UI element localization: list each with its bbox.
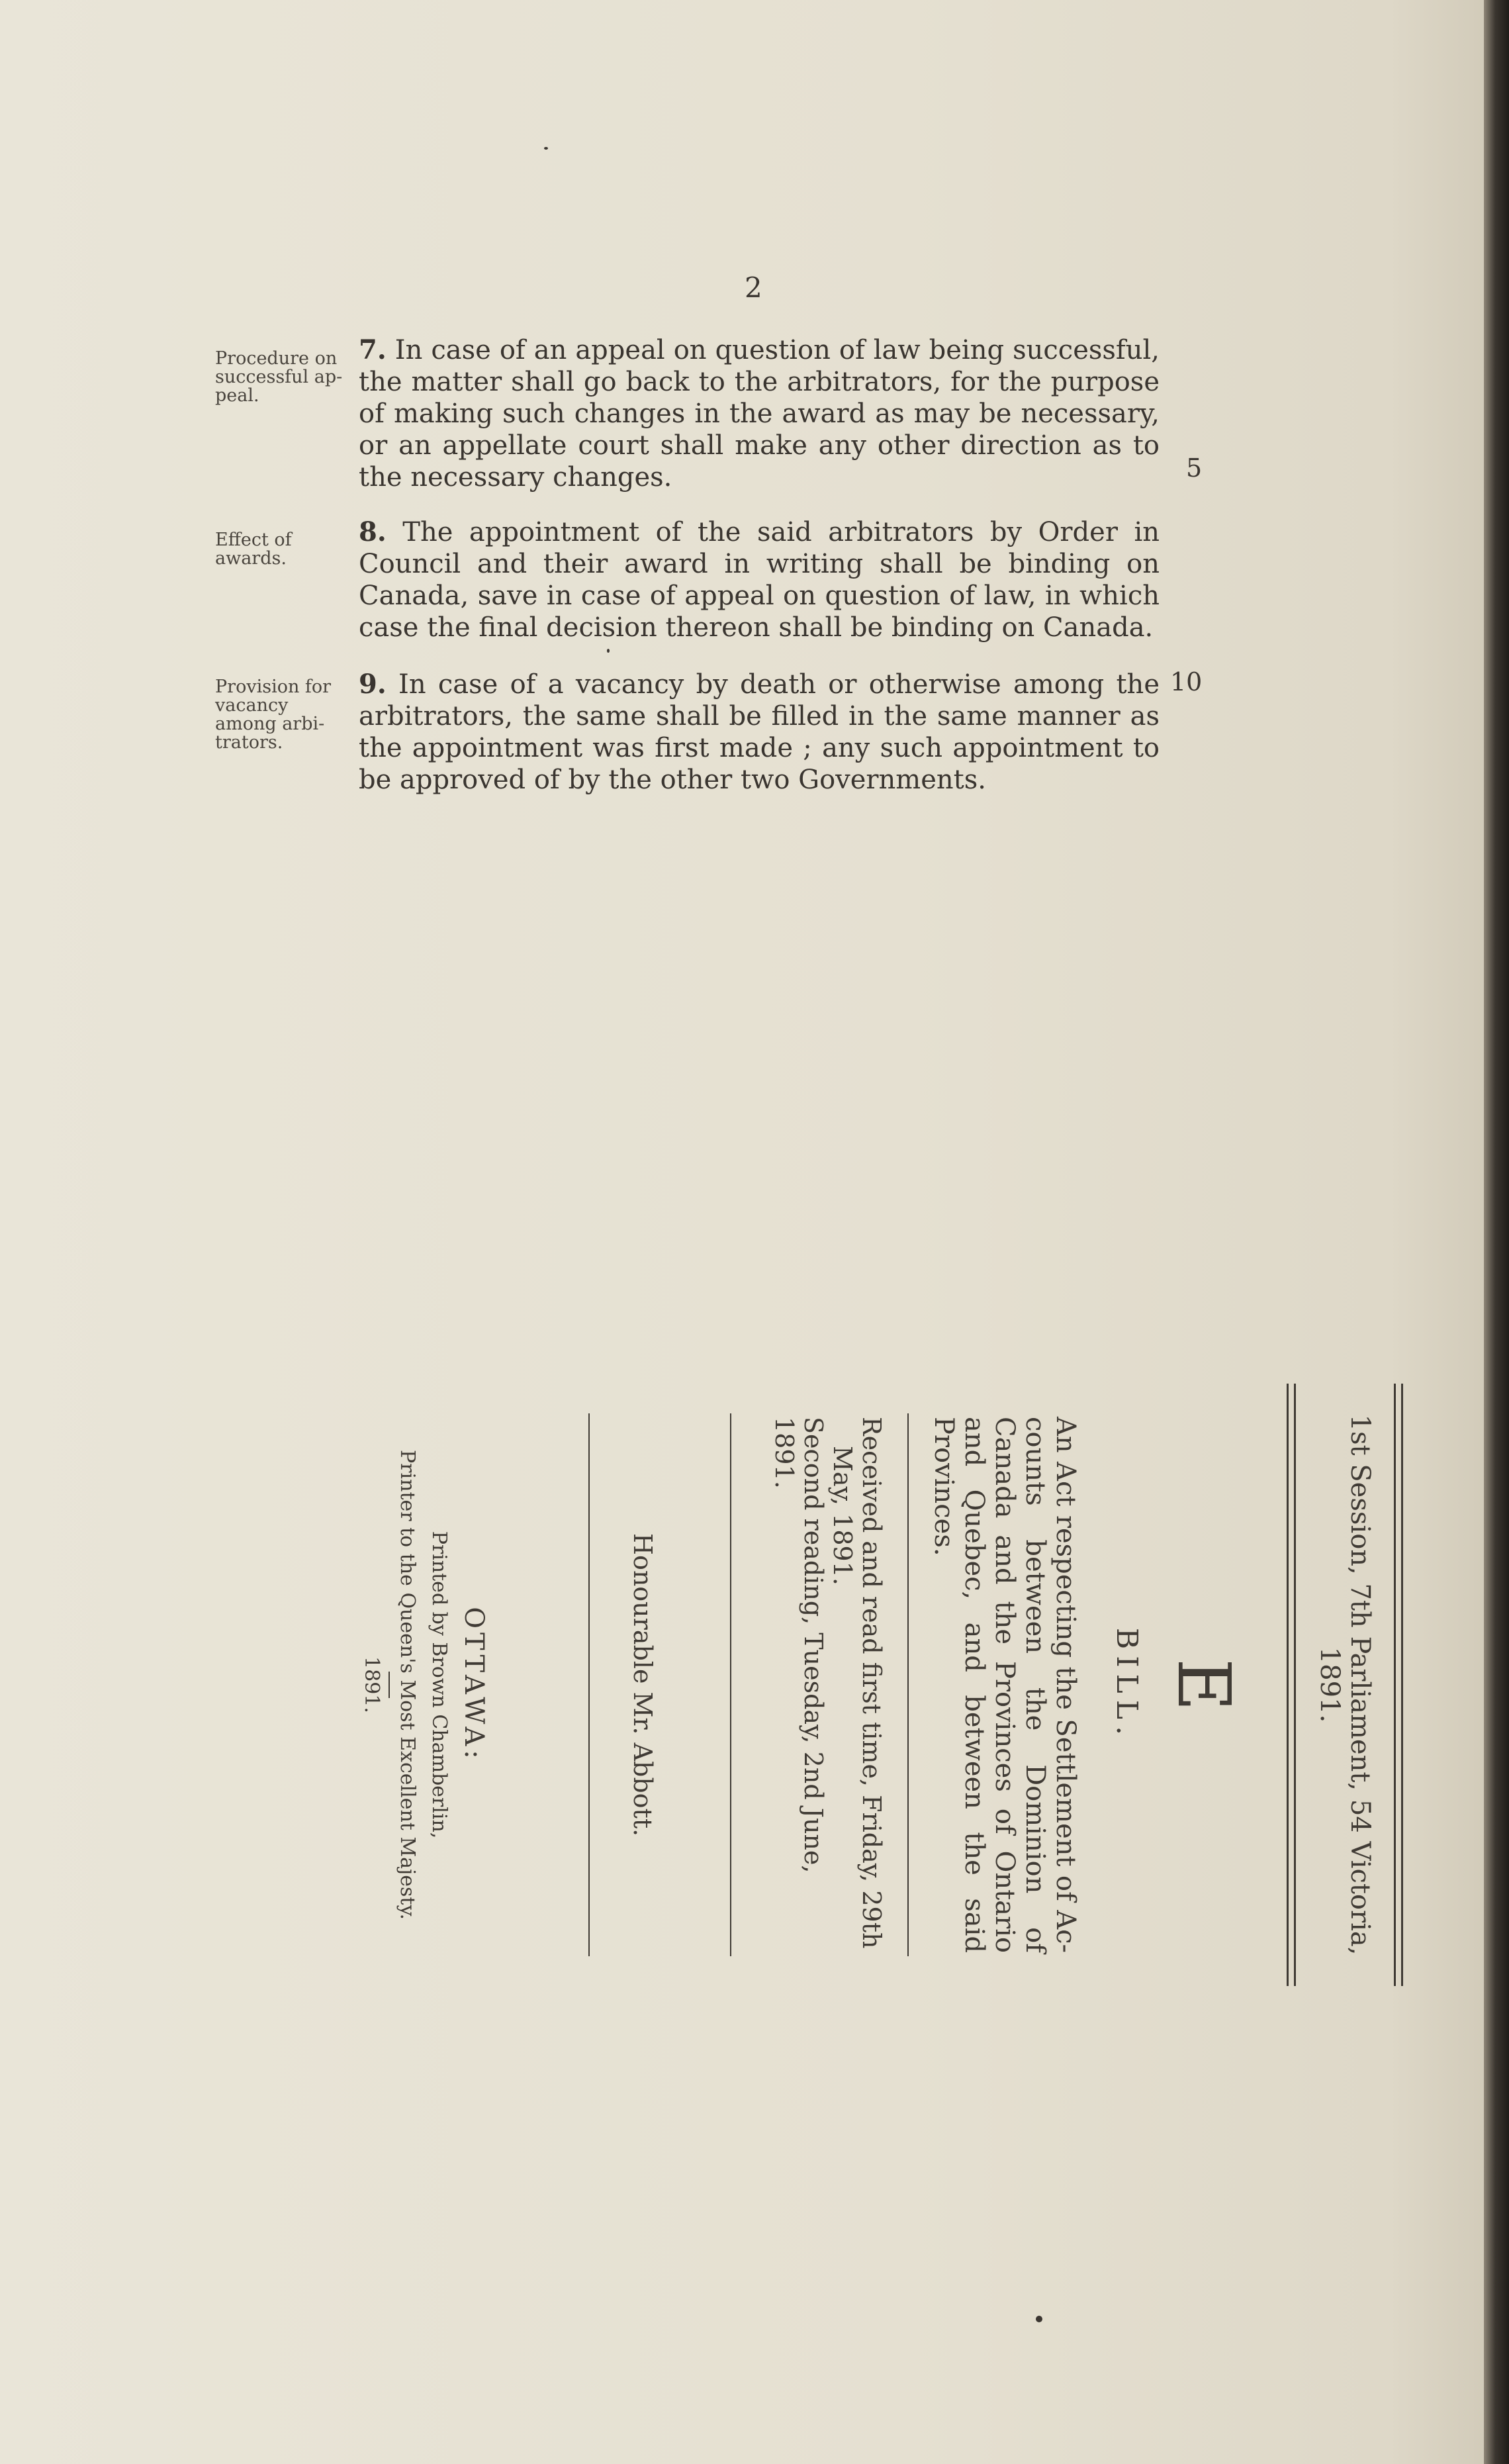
line-number-5: 5: [1186, 453, 1203, 483]
bill-label: BILL.: [1110, 1627, 1144, 1742]
line-number-10: 10: [1170, 667, 1203, 696]
section-number: 9.: [359, 669, 387, 700]
margin-note-section-9: Provision for vacancy among arbi- trators.: [215, 677, 332, 753]
first-reading-line: Received and read first time, Friday, 29th: [857, 1417, 886, 1949]
divider: [907, 1413, 909, 1956]
section-9: [359, 669, 1160, 796]
page-number: 2: [745, 271, 762, 304]
paper-speck: [1036, 2316, 1042, 2322]
page-binding-edge: [1484, 0, 1509, 2464]
divider: [730, 1413, 731, 1956]
printer-line-2: Printer to the Queen's Most Excellent Majesty.: [396, 1450, 419, 1920]
section-7: [359, 334, 1160, 493]
divider: [389, 1672, 390, 1698]
reading-record: [770, 1417, 886, 1953]
bill-title: An Act respecting the Settlement of Ac- counts between the Dominion of Canada and the Provinces of Ontario and Quebec, and between the said Provinces.: [929, 1417, 1081, 1953]
bill-back-cover: [66, 1384, 1403, 1986]
session-line: 1st Session, 7th Parliament, 54 Victoria, 1891.: [1314, 1414, 1375, 1956]
city-imprint: OTTAWA:: [459, 1607, 489, 1763]
margin-note-section-8: Effect of awards.: [215, 530, 292, 569]
imprint-year: 1891.: [360, 1656, 383, 1713]
double-rule: [1394, 1384, 1403, 1986]
paper-speck: [607, 649, 610, 653]
divider: [588, 1413, 590, 1956]
section-text: In case of an appeal on question of law being successful, the matter shall go back to the arbitrators, for the purpose of making such changes in the award as may be necessary, or an appellate court shall make any other direction as to the necessary changes.: [359, 335, 1160, 493]
first-reading-date: May, 1891.: [828, 1446, 857, 1586]
margin-note-section-7: Procedure on successful ap- peal.: [215, 348, 343, 406]
printer-line-1: Printed by Brown Chamberlin,: [428, 1531, 451, 1839]
double-rule: [1287, 1384, 1296, 1986]
paper-speck: [544, 147, 548, 150]
section-number: 8.: [359, 516, 387, 547]
section-text: In case of a vacancy by death or otherwise among the arbitrators, the same shall be filled in the same manner as the appointment was first made ; any such appointment to be approved of by the other two Governments.: [359, 669, 1160, 795]
bill-letter: E: [1162, 1658, 1246, 1712]
section-8: [359, 516, 1160, 643]
section-text: The appointment of the said arbitrators by Order in Council and their award in writing shall be binding on Canada, save in case of appeal on question of law, in which case the final decision thereon shall be binding on Canada.: [359, 517, 1160, 643]
sponsor-name: Honourable Mr. Abbott.: [628, 1533, 657, 1837]
second-reading-line: Second reading, Tuesday, 2nd June, 1891.: [770, 1417, 828, 1873]
section-number: 7.: [359, 334, 387, 365]
